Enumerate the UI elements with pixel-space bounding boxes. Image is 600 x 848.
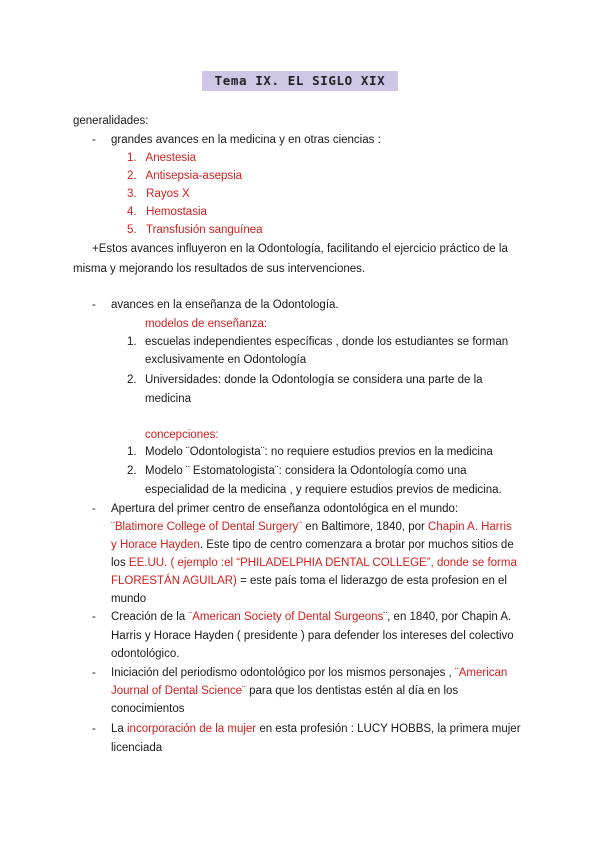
plain-text: Iniciación del periodismo odontológico por los mismos personajes ,	[111, 667, 455, 679]
list-item: 1. Anestesia	[127, 152, 197, 164]
paragraph-line	[111, 518, 512, 536]
highlight-text: ¨Blatimore College of Dental Surgery¨	[111, 521, 303, 533]
dash-bullet: -	[92, 667, 96, 679]
bullet-text: grandes avances en la medicina y en otras ciencias :	[111, 134, 381, 146]
list-number: 2.	[127, 465, 137, 477]
highlight-text: incorporación de la mujer	[127, 723, 257, 735]
list-item: 3. Rayos X	[127, 188, 190, 200]
paragraph-line: mundo	[111, 593, 147, 605]
bullet-text	[111, 720, 521, 738]
list-item-continuation: medicina	[145, 393, 192, 405]
dash-bullet: -	[92, 299, 96, 311]
plain-text: ¨, en 1840, por Chapin A.	[383, 611, 512, 623]
paragraph-line	[111, 572, 507, 590]
list-item: escuelas independientes específicas , donde los estudiantes se forman	[145, 336, 509, 348]
highlight-text: Chapin A. Harris	[428, 521, 512, 533]
paragraph-line: misma y mejorando los resultados de sus intervenciones.	[73, 263, 366, 275]
section-heading-generalidades: generalidades:	[73, 115, 149, 127]
list-number: 2.	[127, 374, 137, 386]
paragraph-line: odontológico.	[111, 648, 180, 660]
paragraph-line: conocimientos	[111, 703, 185, 715]
bullet-text	[111, 608, 511, 626]
plain-text: Creación de la	[111, 611, 189, 623]
paragraph-line	[111, 536, 514, 554]
list-item: Modelo ¨Odontologista¨: no requiere estudios previos en la medicina	[145, 446, 493, 458]
highlight-text: FLORESTÁN AGUILAR)	[111, 575, 237, 587]
highlight-text: ¨American Society of Dental Surgeons	[188, 611, 384, 623]
page-title: Tema IX. EL SIGLO XIX	[202, 71, 398, 91]
list-item-continuation: especialidad de la medicina , y requiere estudios previos de medicina.	[145, 484, 502, 496]
subheading-modelos: modelos de enseñanza:	[145, 318, 268, 330]
paragraph-line: licenciada	[111, 742, 163, 754]
dash-bullet: -	[92, 723, 96, 735]
list-item: 4. Hemostasia	[127, 206, 207, 218]
plain-text: en esta profesión : LUCY HOBBS, la primera mujer	[256, 723, 521, 735]
plain-text: = este país toma el liderazgo de esta profesion en el	[236, 575, 507, 587]
plain-text: en Baltimore, 1840, por	[302, 521, 429, 533]
plain-text: los	[111, 557, 129, 569]
list-number: 1.	[127, 336, 137, 348]
dash-bullet: -	[92, 503, 96, 515]
list-item: Universidades: donde la Odontología se considera una parte de la	[145, 374, 483, 386]
dash-bullet: -	[92, 611, 96, 623]
list-number: 1.	[127, 446, 137, 458]
bullet-text	[111, 664, 507, 682]
paragraph-line	[111, 682, 458, 700]
bullet-text: avances en la enseñanza de la Odontología.	[111, 299, 339, 311]
list-item: 5. Transfusión sanguínea	[127, 224, 263, 236]
highlight-text: EE.UU. ( ejemplo :el “PHILADELPHIA DENTAL COLLEGE”, donde se forma	[128, 557, 517, 569]
paragraph-line: +Estos avances influyeron en la Odontología, facilitando el ejercicio práctico de la	[92, 243, 508, 255]
list-item: 2. Antisepsia-asepsia	[127, 170, 243, 182]
list-item: Modelo ¨ Estomatologista¨: considera la Odontología como una	[145, 465, 467, 477]
paragraph-line: Harris y Horace Hayden ( presidente ) para defender los intereses del colectivo	[111, 630, 514, 642]
dash-bullet: -	[92, 134, 96, 146]
paragraph-line	[111, 554, 517, 572]
list-item-continuation: exclusivamente en Odontología	[145, 354, 307, 366]
highlight-text: y Horace Hayden	[111, 539, 200, 551]
plain-text: La	[111, 723, 127, 735]
plain-text: para que los dentistas estén al día en los	[245, 685, 459, 697]
highlight-text: Journal of Dental Science¨	[111, 685, 246, 697]
subheading-concepciones: concepciones:	[145, 429, 219, 441]
highlight-text: ¨American	[454, 667, 508, 679]
bullet-text: Apertura del primer centro de enseñanza odontológica en el mundo:	[111, 503, 459, 515]
plain-text: . Este tipo de centro comenzara a brotar por muchos sitios de	[199, 539, 514, 551]
